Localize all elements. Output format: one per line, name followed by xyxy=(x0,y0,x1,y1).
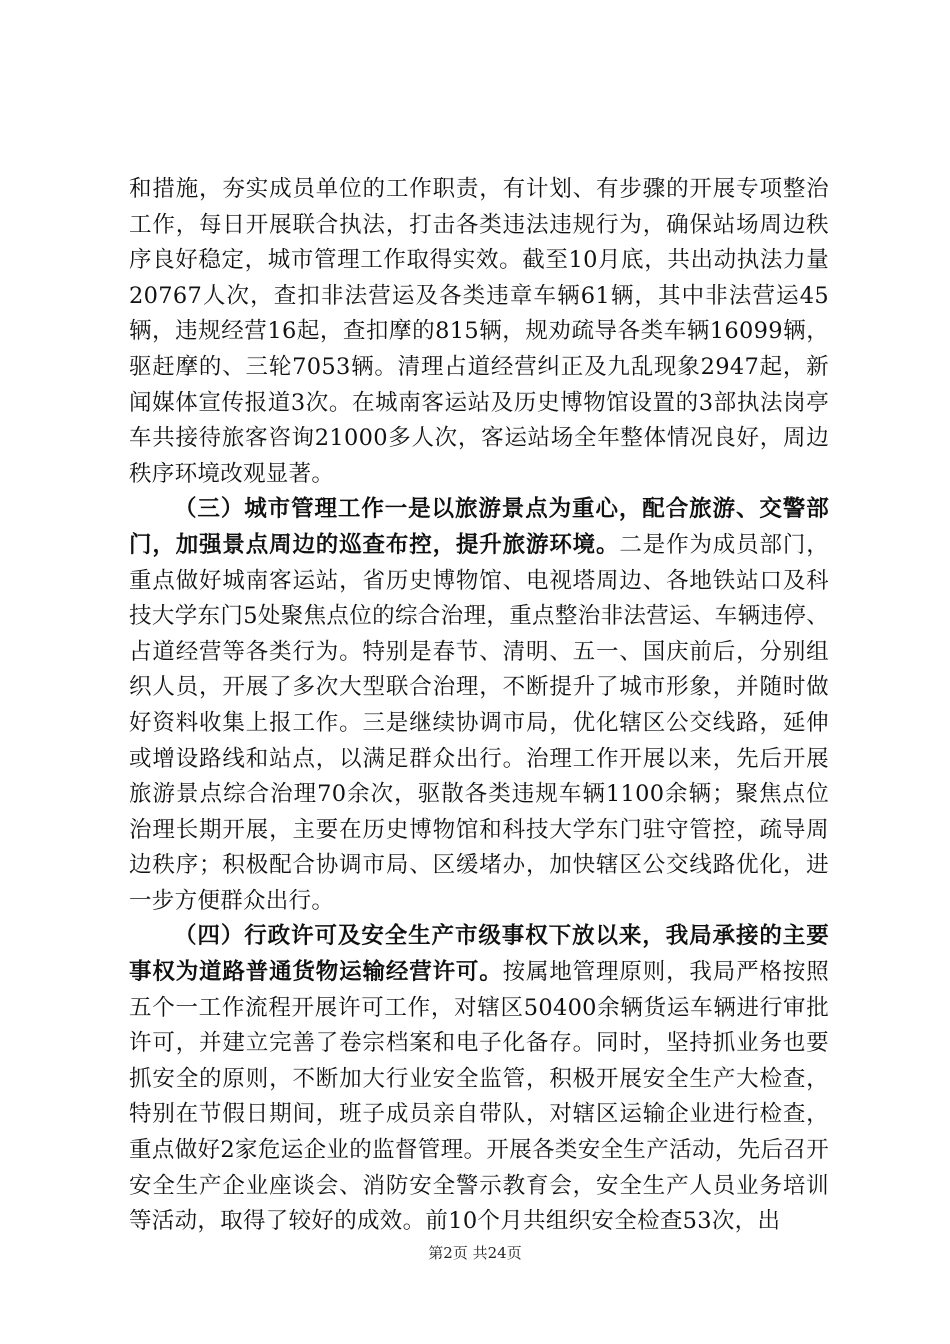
paragraph-2-body: 二是作为成员部门，重点做好城南客运站，省历史博物馆、电视塔周边、各地铁站口及科技大学东门5处聚焦点位的综合治理，重点整治非法营运、车辆违停、占道经营等各类行为。特别是春节、清明、五一、国庆前后，分别组织人员，开展了多次大型联合治理，不断提升了城市形象，并随时做好资料收集上报工作。三是继续协调市局，优化辖区公交线路，延伸或增设路线和站点，以满足群众出行。治理工作开展以来，先后开展旅游景点综合治理70余次，驱散各类违规车辆1100余辆；聚焦点位治理长期开展，主要在历史博物馆和科技大学东门驻守管控，疏导周边秩序；积极配合协调市局、区缓堵办，加快辖区公交线路优化，进一步方便群众出行。 xyxy=(129,531,830,914)
paragraph-2-heading: （三）城市管理工作一是以旅游景点为重心，配合旅游、交警部门，加强景点周边的巡查布控，提升旅游环境。 xyxy=(129,496,829,558)
paragraph-3-heading: （四）行政许可及安全生产市级事权下放以来，我局承接的主要事权为道路普通货物运输经营许可。 xyxy=(129,923,829,986)
page-number-footer: 第2页 共24页 xyxy=(428,1244,522,1262)
document-body xyxy=(129,172,829,1240)
paragraph-1: 和措施，夯实成员单位的工作职责，有计划、有步骤的开展专项整治工作，每日开展联合执法，打击各类违法违规行为，确保站场周边秩序良好稳定，城市管理工作取得实效。截至10月底，共出动执法力量20767人次，查扣非法营运及各类违章车辆61辆，其中非法营运45辆，违规经营16起，查扣摩的815辆，规劝疏导各类车辆16099辆，驱赶摩的、三轮7053辆。清理占道经营纠正及九乱现象2947起，新闻媒体宣传报道3次。在城南客运站及历史博物馆设置的3部执法岗亭车共接待旅客咨询21000多人次，客运站场全年整体情况良好，周边秩序环境改观显著。 xyxy=(129,176,829,487)
paragraph-2 xyxy=(129,492,829,919)
paragraph-3-body: 按属地管理原则，我局严格按照五个一工作流程开展许可工作，对辖区50400余辆货运车辆进行审批许可，并建立完善了卷宗档案和电子化备存。同时，坚持抓业务也要抓安全的原则，不断加大行业安全监管，积极开展安全生产大检查，特别在节假日期间，班子成员亲自带队，对辖区运输企业进行检查，重点做好2家危运企业的监督管理。开展各类安全生产活动，先后召开安全生产企业座谈会、消防安全警示教育会，安全生产人员业务培训等活动，取得了较好的成效。前10个月共组织安全检查53次，出 xyxy=(129,959,829,1235)
paragraph-3 xyxy=(129,919,829,1239)
